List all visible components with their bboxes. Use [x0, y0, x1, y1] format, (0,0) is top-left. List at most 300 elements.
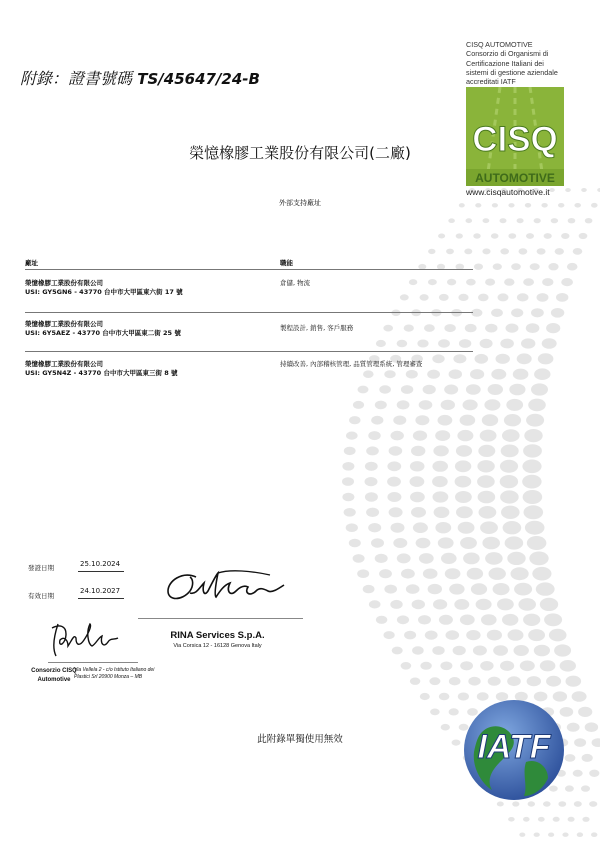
- decorative-dot: [420, 294, 429, 301]
- decorative-dot: [507, 552, 525, 565]
- decorative-dot: [497, 598, 514, 610]
- decorative-dot: [478, 294, 489, 302]
- decorative-dot: [417, 340, 428, 348]
- decorative-dot: [534, 645, 550, 657]
- decorative-dot: [527, 536, 547, 550]
- decorative-dot: [387, 492, 401, 502]
- decorative-dot: [551, 218, 558, 223]
- decorative-dot: [460, 615, 475, 626]
- decorative-dot: [384, 585, 397, 594]
- decorative-dot: [467, 568, 483, 580]
- issue-date-label: 發證日期: [28, 564, 54, 572]
- decorative-dot: [446, 249, 454, 255]
- decorative-dot: [554, 644, 571, 656]
- decorative-dot: [410, 492, 425, 503]
- decorative-dot: [389, 446, 403, 456]
- decorative-dot: [432, 476, 448, 487]
- decorative-dot: [428, 279, 437, 285]
- decorative-dot: [438, 339, 450, 347]
- table-row-site: [25, 279, 183, 297]
- decorative-dot: [589, 801, 597, 807]
- decorative-dot: [526, 414, 544, 427]
- decorative-dot: [581, 188, 587, 192]
- decorative-dot: [520, 661, 535, 672]
- decorative-dot: [548, 833, 554, 837]
- rina-name: RINA Services S.p.A.: [170, 630, 265, 641]
- decorative-dot: [487, 630, 502, 641]
- decorative-dot: [577, 832, 583, 837]
- decorative-dot: [546, 676, 561, 687]
- decorative-dot: [397, 340, 408, 348]
- decorative-dot: [444, 385, 458, 395]
- decorative-dot: [500, 218, 507, 223]
- table-divider: [25, 269, 473, 270]
- decorative-dot: [500, 490, 519, 503]
- decorative-dot: [411, 446, 425, 456]
- decorative-dot: [504, 414, 521, 426]
- decorative-dot: [517, 218, 524, 223]
- decorative-dot: [371, 538, 384, 547]
- decorative-dot: [493, 645, 508, 656]
- decorative-dot: [561, 278, 573, 286]
- decorative-dot: [551, 308, 564, 318]
- decorative-dot: [392, 647, 403, 655]
- decorative-dot: [366, 446, 379, 455]
- decorative-dot: [460, 537, 477, 549]
- decorative-dot: [346, 523, 358, 532]
- decorative-dot: [446, 630, 460, 640]
- site-usi: USI: GY5GN6 - 43770 台中市大甲區東六街 17 號: [25, 288, 183, 296]
- decorative-dot: [514, 583, 532, 596]
- decorative-dot: [413, 431, 427, 441]
- decorative-dot: [366, 508, 379, 517]
- decorative-dot: [449, 677, 461, 685]
- decorative-dot: [397, 615, 409, 624]
- decorative-dot: [510, 567, 528, 580]
- decorative-dot: [523, 278, 534, 286]
- decorative-dot: [342, 462, 354, 471]
- decorative-dot: [501, 445, 519, 458]
- decorative-dot: [582, 817, 589, 822]
- decorative-dot: [534, 368, 550, 380]
- decorative-dot: [412, 600, 425, 610]
- decorative-dot: [522, 460, 541, 474]
- decorative-dot: [549, 188, 555, 192]
- decorative-dot: [375, 554, 388, 563]
- decorative-dot: [432, 461, 448, 472]
- decorative-dot: [484, 399, 500, 410]
- decorative-dot: [412, 646, 424, 654]
- decorative-dot: [544, 613, 562, 626]
- decorative-dot: [458, 522, 475, 534]
- consortium-address-line: Via Vellela 2 - c/o Istituto Italiano dei: [74, 667, 155, 673]
- appendix-label: 附錄：證書號碼: [20, 69, 133, 88]
- decorative-dot: [531, 383, 548, 395]
- table-row-site: [25, 320, 181, 338]
- decorative-dot: [368, 431, 380, 440]
- decorative-dot: [523, 614, 540, 626]
- decorative-dot: [449, 584, 464, 595]
- decorative-dot: [482, 414, 498, 426]
- decorative-dot: [455, 460, 471, 472]
- decorative-dot: [453, 646, 466, 655]
- cisq-line: CISQ AUTOMOTIVE: [466, 40, 533, 49]
- decorative-dot: [477, 475, 495, 488]
- decorative-dot: [475, 354, 489, 364]
- decorative-dot: [482, 248, 490, 254]
- expiry-date-underline: [78, 598, 124, 599]
- decorative-dot: [500, 248, 509, 254]
- decorative-dot: [433, 599, 447, 609]
- decorative-dot: [549, 629, 567, 642]
- decorative-dot: [548, 263, 558, 270]
- decorative-dot: [441, 724, 450, 731]
- decorative-dot: [344, 508, 356, 517]
- decorative-dot: [500, 661, 514, 671]
- decorative-dot: [433, 445, 448, 456]
- expiry-date-label: 有效日期: [28, 592, 54, 600]
- cisq-signature-line: [48, 662, 138, 663]
- decorative-dot: [585, 218, 593, 223]
- decorative-dot: [502, 429, 520, 442]
- decorative-dot: [514, 645, 529, 656]
- issue-date-underline: [78, 571, 124, 572]
- decorative-dot: [456, 233, 463, 238]
- decorative-dot: [441, 553, 457, 564]
- decorative-dot: [524, 429, 542, 442]
- decorative-dot: [358, 386, 369, 394]
- decorative-dot: [493, 583, 510, 595]
- decorative-dot: [589, 770, 599, 777]
- decorative-dot: [540, 660, 556, 671]
- decorative-dot: [540, 598, 558, 611]
- decorative-dot: [456, 506, 473, 518]
- decorative-dot: [473, 646, 487, 656]
- consortium-title: Consorzio CISQ: [31, 668, 77, 674]
- decorative-dot: [357, 569, 369, 578]
- decorative-dot: [391, 431, 404, 441]
- decorative-dot: [429, 677, 440, 685]
- decorative-dot: [466, 279, 476, 286]
- decorative-dot: [415, 415, 429, 425]
- column-header-site: 廠址: [25, 259, 38, 267]
- decorative-dot: [406, 370, 418, 379]
- decorative-dot: [424, 324, 435, 332]
- decorative-dot: [561, 233, 569, 239]
- decorative-dot: [511, 308, 523, 317]
- decorative-dot: [573, 248, 583, 255]
- decorative-dot: [346, 432, 358, 440]
- decorative-dot: [485, 324, 497, 333]
- decorative-dot: [528, 629, 545, 641]
- decorative-dot: [353, 401, 364, 409]
- decorative-dot: [387, 477, 401, 487]
- decorative-dot: [522, 475, 541, 489]
- decorative-dot: [532, 567, 551, 581]
- decorative-dot: [526, 323, 540, 333]
- decorative-dot: [439, 615, 453, 625]
- decorative-dot: [536, 582, 555, 595]
- decorative-dot: [433, 491, 449, 502]
- decorative-dot: [439, 294, 449, 301]
- decorative-dot: [428, 249, 435, 254]
- decorative-dot: [397, 400, 410, 409]
- cisq-logo-text: CISQ: [472, 120, 558, 159]
- decorative-dot: [349, 539, 361, 548]
- decorative-dot: [466, 218, 473, 223]
- iatf-logo: [452, 692, 572, 804]
- subtitle: 外部支持廠址: [279, 199, 321, 207]
- decorative-dot: [573, 770, 583, 777]
- decorative-dot: [438, 537, 454, 548]
- decorative-dot: [517, 293, 529, 301]
- decorative-dot: [474, 264, 483, 270]
- consortium-subtitle: Automotive: [37, 677, 71, 683]
- decorative-dot: [459, 339, 471, 348]
- decorative-dot: [427, 370, 440, 379]
- decorative-dot: [432, 354, 444, 363]
- decorative-dot: [537, 293, 549, 302]
- decorative-dot: [376, 340, 386, 347]
- cisq-line: Certificazione Italiani dei: [466, 58, 544, 68]
- decorative-dot: [568, 817, 575, 822]
- decorative-dot: [524, 505, 544, 519]
- expiry-date-value: 24.10.2027: [80, 587, 121, 595]
- decorative-dot: [513, 369, 529, 380]
- decorative-dot: [400, 294, 409, 300]
- decorative-dot: [476, 599, 492, 610]
- decorative-dot: [500, 460, 518, 473]
- decorative-dot: [489, 568, 506, 580]
- decorative-dot: [470, 369, 484, 379]
- decorative-dot: [456, 445, 472, 457]
- decorative-dot: [410, 461, 425, 471]
- decorative-dot: [419, 400, 433, 410]
- site-name: 榮憶橡膠工業股份有限公司: [25, 360, 103, 368]
- decorative-dot: [365, 462, 378, 471]
- decorative-dot: [534, 833, 540, 837]
- decorative-dot: [500, 475, 518, 488]
- decorative-dot: [501, 506, 520, 519]
- decorative-dot: [464, 249, 472, 255]
- site-name: 榮憶橡膠工業股份有限公司: [25, 320, 103, 328]
- decorative-dot: [572, 691, 587, 702]
- decorative-dot: [463, 400, 478, 411]
- decorative-dot: [439, 693, 450, 701]
- decorative-dot: [473, 233, 480, 238]
- site-usi: USI: 6Y5AEZ - 43770 台中市大甲區東二街 25 號: [25, 329, 181, 337]
- decorative-dot: [506, 399, 523, 411]
- decorative-dot: [447, 279, 456, 286]
- table-divider: [25, 312, 473, 313]
- decorative-dot: [349, 416, 360, 424]
- decorative-dot: [508, 629, 524, 640]
- decorative-dot: [493, 263, 502, 270]
- cisq-line: sistemi di gestione aziendale: [466, 67, 558, 77]
- decorative-dot: [477, 460, 494, 472]
- decorative-dot: [530, 263, 540, 270]
- decorative-dot: [498, 293, 509, 301]
- cisq-url[interactable]: www.cisqautomotive.it: [466, 187, 550, 197]
- decorative-dot: [435, 522, 451, 533]
- decorative-dot: [455, 476, 472, 488]
- consortium-address: [74, 667, 174, 681]
- decorative-dot: [401, 385, 413, 394]
- decorative-dot: [506, 324, 519, 333]
- decorative-dot: [453, 354, 466, 363]
- decorative-dot: [342, 493, 354, 502]
- decorative-dot: [507, 676, 521, 686]
- decorative-dot: [458, 294, 468, 301]
- decorative-dot: [375, 401, 387, 410]
- decorative-dot: [423, 385, 436, 394]
- appendix-header: [20, 66, 260, 89]
- decorative-dot: [401, 569, 415, 579]
- decorative-dot: [491, 369, 506, 380]
- decorative-dot: [562, 833, 568, 837]
- decorative-dot: [438, 415, 453, 426]
- decorative-dot: [435, 430, 450, 441]
- decorative-dot: [406, 584, 420, 594]
- decorative-dot: [413, 522, 428, 533]
- decorative-dot: [430, 709, 440, 716]
- decorative-dot: [397, 553, 411, 563]
- decorative-dot: [568, 218, 576, 223]
- decorative-dot: [387, 461, 401, 471]
- decorative-dot: [419, 553, 434, 564]
- decorative-dot: [441, 400, 455, 410]
- decorative-dot: [438, 234, 445, 239]
- decorative-dot: [365, 492, 378, 501]
- decorative-dot: [428, 584, 442, 594]
- decorative-dot: [519, 833, 525, 837]
- decorative-dot: [567, 263, 578, 271]
- table-divider: [25, 351, 473, 352]
- decorative-dot: [393, 416, 406, 425]
- decorative-dot: [525, 521, 545, 535]
- rina-signature-line: [138, 618, 303, 619]
- decorative-dot: [478, 445, 495, 457]
- decorative-dot: [449, 369, 462, 379]
- decorative-dot: [411, 507, 426, 518]
- cisq-signature: [46, 618, 126, 662]
- decorative-dot: [526, 233, 534, 239]
- site-name: 榮憶橡膠工業股份有限公司: [25, 279, 103, 287]
- decorative-dot: [538, 353, 554, 364]
- decorative-dot: [523, 444, 542, 457]
- decorative-dot: [393, 538, 407, 548]
- cisq-logo-sub: AUTOMOTIVE: [475, 171, 555, 185]
- decorative-dot: [344, 447, 356, 455]
- decorative-dot: [500, 339, 514, 349]
- decorative-dot: [527, 676, 541, 686]
- decorative-dot: [517, 353, 532, 364]
- table-row-function: 倉儲, 物流: [280, 279, 311, 287]
- decorative-dot: [409, 279, 417, 285]
- decorative-dot: [423, 569, 438, 579]
- decorative-dot: [521, 338, 535, 348]
- decorative-dot: [537, 248, 546, 254]
- decorative-dot: [508, 233, 516, 239]
- decorative-dot: [420, 662, 431, 670]
- decorative-dot: [518, 598, 536, 611]
- decorative-dot: [384, 631, 395, 639]
- decorative-dot: [389, 507, 403, 517]
- decorative-dot: [523, 817, 530, 822]
- consortium-address-line: Plastici Srl 20900 Monza – MB: [74, 674, 143, 680]
- decorative-dot: [363, 585, 375, 593]
- decorative-dot: [483, 218, 490, 223]
- decorative-dot: [368, 523, 381, 532]
- decorative-dot: [432, 646, 444, 655]
- decorative-dot: [379, 569, 392, 578]
- decorative-dot: [466, 630, 480, 640]
- decorative-dot: [488, 384, 503, 395]
- table-row-site: [25, 360, 178, 378]
- cisq-line: Consorzio di Organismi di: [466, 49, 549, 59]
- decorative-dot: [460, 415, 476, 426]
- decorative-dot: [546, 323, 560, 333]
- table-row-function: 持續改善, 內部稽核管理, 品質管理系統, 管理審查: [280, 360, 423, 368]
- decorative-dot: [420, 693, 430, 700]
- decorative-dot: [482, 537, 500, 550]
- table-row-function: 製程設計, 銷售, 客戶服務: [280, 324, 354, 332]
- decorative-dot: [404, 631, 416, 640]
- decorative-dot: [365, 477, 378, 486]
- decorative-dot: [578, 707, 592, 717]
- decorative-dot: [566, 676, 582, 687]
- decorative-dot: [376, 616, 387, 624]
- decorative-dot: [565, 188, 571, 192]
- decorative-dot: [460, 661, 473, 670]
- decorative-dot: [560, 660, 576, 672]
- decorative-dot: [485, 552, 503, 565]
- decorative-dot: [454, 599, 469, 610]
- decorative-dot: [582, 754, 593, 762]
- decorative-dot: [502, 614, 518, 626]
- decorative-dot: [410, 678, 420, 685]
- decorative-dot: [480, 661, 493, 671]
- decorative-dot: [418, 615, 431, 624]
- decorative-dot: [508, 817, 515, 822]
- certificate-number: TS/45647/24-B: [137, 70, 260, 88]
- decorative-dot: [555, 248, 564, 255]
- decorative-dot: [511, 263, 521, 270]
- decorative-dot: [480, 430, 497, 442]
- decorative-dot: [519, 248, 528, 254]
- decorative-dot: [401, 662, 412, 670]
- decorative-dot: [544, 233, 552, 239]
- rina-signature: [160, 565, 295, 610]
- decorative-dot: [491, 309, 503, 317]
- rina-address: Via Corsica 12 - 16128 Genova Italy: [173, 643, 262, 649]
- decorative-dot: [581, 785, 590, 791]
- decorative-dot: [455, 491, 472, 503]
- decorative-dot: [471, 583, 487, 595]
- decorative-dot: [481, 614, 497, 625]
- decorative-dot: [488, 677, 501, 686]
- decorative-dot: [353, 554, 365, 563]
- decorative-dot: [478, 491, 496, 504]
- cisq-description: [466, 40, 558, 86]
- decorative-dot: [371, 416, 383, 425]
- decorative-dot: [363, 370, 374, 378]
- decorative-dot: [491, 233, 499, 238]
- decorative-dot: [574, 801, 582, 807]
- decorative-dot: [444, 324, 455, 332]
- decorative-dot: [509, 384, 525, 396]
- decorative-dot: [465, 324, 477, 332]
